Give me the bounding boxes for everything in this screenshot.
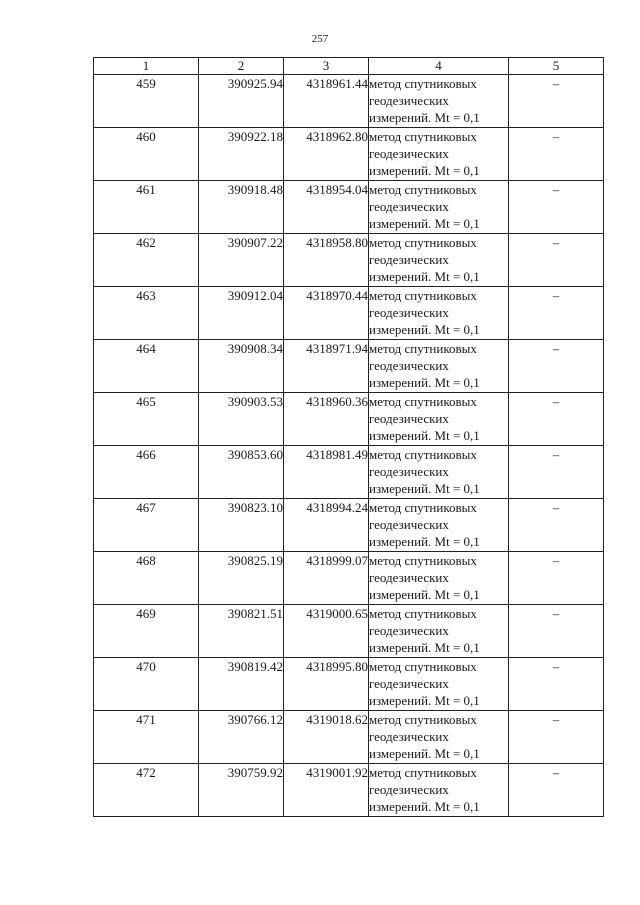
note-cell: – — [509, 234, 604, 287]
method-text: метод спутниковых геодезических измерений. Mt = 0,1 — [369, 288, 480, 337]
y-coordinate-cell: 4318960.36 — [284, 393, 369, 446]
point-number-cell: 459 — [94, 75, 199, 128]
table-row — [94, 128, 604, 181]
method-cell — [369, 287, 509, 340]
y-coordinate-cell: 4318961.44 — [284, 75, 369, 128]
table-row — [94, 446, 604, 499]
x-coordinate-cell: 390819.42 — [199, 658, 284, 711]
y-coordinate-cell: 4318970.44 — [284, 287, 369, 340]
point-number-cell: 466 — [94, 446, 199, 499]
x-coordinate-cell: 390918.48 — [199, 181, 284, 234]
x-coordinate-cell: 390903.53 — [199, 393, 284, 446]
table-row — [94, 711, 604, 764]
note-cell: – — [509, 446, 604, 499]
table-row — [94, 552, 604, 605]
table-header — [94, 58, 604, 75]
note-cell: – — [509, 128, 604, 181]
method-text: метод спутниковых геодезических измерений. Mt = 0,1 — [369, 712, 480, 761]
method-text: метод спутниковых геодезических измерений. Mt = 0,1 — [369, 76, 480, 125]
point-number-cell: 460 — [94, 128, 199, 181]
table-row — [94, 764, 604, 817]
y-coordinate-cell: 4318994.24 — [284, 499, 369, 552]
note-cell: – — [509, 75, 604, 128]
note-cell: – — [509, 499, 604, 552]
method-text: метод спутниковых геодезических измерений. Mt = 0,1 — [369, 447, 480, 496]
method-cell — [369, 234, 509, 287]
table-body — [94, 75, 604, 817]
method-text: метод спутниковых геодезических измерений. Mt = 0,1 — [369, 765, 480, 814]
column-header-1: 1 — [94, 58, 199, 75]
note-cell: – — [509, 552, 604, 605]
x-coordinate-cell: 390853.60 — [199, 446, 284, 499]
note-cell: – — [509, 605, 604, 658]
note-cell: – — [509, 764, 604, 817]
table-row — [94, 75, 604, 128]
table-row — [94, 393, 604, 446]
table-row — [94, 287, 604, 340]
method-cell — [369, 711, 509, 764]
x-coordinate-cell: 390912.04 — [199, 287, 284, 340]
point-number-cell: 470 — [94, 658, 199, 711]
method-cell — [369, 605, 509, 658]
method-text: метод спутниковых геодезических измерений. Mt = 0,1 — [369, 235, 480, 284]
header-row — [94, 58, 604, 75]
method-text: метод спутниковых геодезических измерений. Mt = 0,1 — [369, 500, 480, 549]
method-cell — [369, 446, 509, 499]
y-coordinate-cell: 4318958.80 — [284, 234, 369, 287]
y-coordinate-cell: 4319000.65 — [284, 605, 369, 658]
page-number: 257 — [311, 33, 329, 45]
note-cell: – — [509, 658, 604, 711]
y-coordinate-cell: 4319018.62 — [284, 711, 369, 764]
coordinates-table — [93, 57, 604, 817]
method-cell — [369, 499, 509, 552]
x-coordinate-cell: 390922.18 — [199, 128, 284, 181]
point-number-cell: 461 — [94, 181, 199, 234]
note-cell: – — [509, 181, 604, 234]
x-coordinate-cell: 390821.51 — [199, 605, 284, 658]
method-cell — [369, 658, 509, 711]
column-header-3: 3 — [284, 58, 369, 75]
point-number-cell: 467 — [94, 499, 199, 552]
column-header-2: 2 — [199, 58, 284, 75]
y-coordinate-cell: 4318971.94 — [284, 340, 369, 393]
method-text: метод спутниковых геодезических измерений. Mt = 0,1 — [369, 341, 480, 390]
y-coordinate-cell: 4318981.49 — [284, 446, 369, 499]
method-cell — [369, 552, 509, 605]
x-coordinate-cell: 390766.12 — [199, 711, 284, 764]
y-coordinate-cell: 4318995.80 — [284, 658, 369, 711]
x-coordinate-cell: 390925.94 — [199, 75, 284, 128]
point-number-cell: 465 — [94, 393, 199, 446]
point-number-cell: 472 — [94, 764, 199, 817]
method-cell — [369, 340, 509, 393]
method-cell — [369, 393, 509, 446]
table-row — [94, 499, 604, 552]
point-number-cell: 469 — [94, 605, 199, 658]
table-row — [94, 234, 604, 287]
table-row — [94, 605, 604, 658]
note-cell: – — [509, 340, 604, 393]
table-row — [94, 658, 604, 711]
method-cell — [369, 764, 509, 817]
method-cell — [369, 128, 509, 181]
point-number-cell: 471 — [94, 711, 199, 764]
y-coordinate-cell: 4319001.92 — [284, 764, 369, 817]
x-coordinate-cell: 390908.34 — [199, 340, 284, 393]
point-number-cell: 463 — [94, 287, 199, 340]
note-cell: – — [509, 393, 604, 446]
method-cell — [369, 75, 509, 128]
method-text: метод спутниковых геодезических измерений. Mt = 0,1 — [369, 394, 480, 443]
x-coordinate-cell: 390825.19 — [199, 552, 284, 605]
column-header-5: 5 — [509, 58, 604, 75]
column-header-4: 4 — [369, 58, 509, 75]
point-number-cell: 468 — [94, 552, 199, 605]
x-coordinate-cell: 390823.10 — [199, 499, 284, 552]
method-text: метод спутниковых геодезических измерений. Mt = 0,1 — [369, 659, 480, 708]
method-text: метод спутниковых геодезических измерений. Mt = 0,1 — [369, 182, 480, 231]
x-coordinate-cell: 390759.92 — [199, 764, 284, 817]
point-number-cell: 462 — [94, 234, 199, 287]
table-row — [94, 340, 604, 393]
method-text: метод спутниковых геодезических измерений. Mt = 0,1 — [369, 553, 480, 602]
y-coordinate-cell: 4318954.04 — [284, 181, 369, 234]
method-text: метод спутниковых геодезических измерений. Mt = 0,1 — [369, 606, 480, 655]
method-text: метод спутниковых геодезических измерений. Mt = 0,1 — [369, 129, 480, 178]
y-coordinate-cell: 4318962.80 — [284, 128, 369, 181]
note-cell: – — [509, 287, 604, 340]
method-cell — [369, 181, 509, 234]
point-number-cell: 464 — [94, 340, 199, 393]
x-coordinate-cell: 390907.22 — [199, 234, 284, 287]
table-row — [94, 181, 604, 234]
note-cell: – — [509, 711, 604, 764]
y-coordinate-cell: 4318999.07 — [284, 552, 369, 605]
